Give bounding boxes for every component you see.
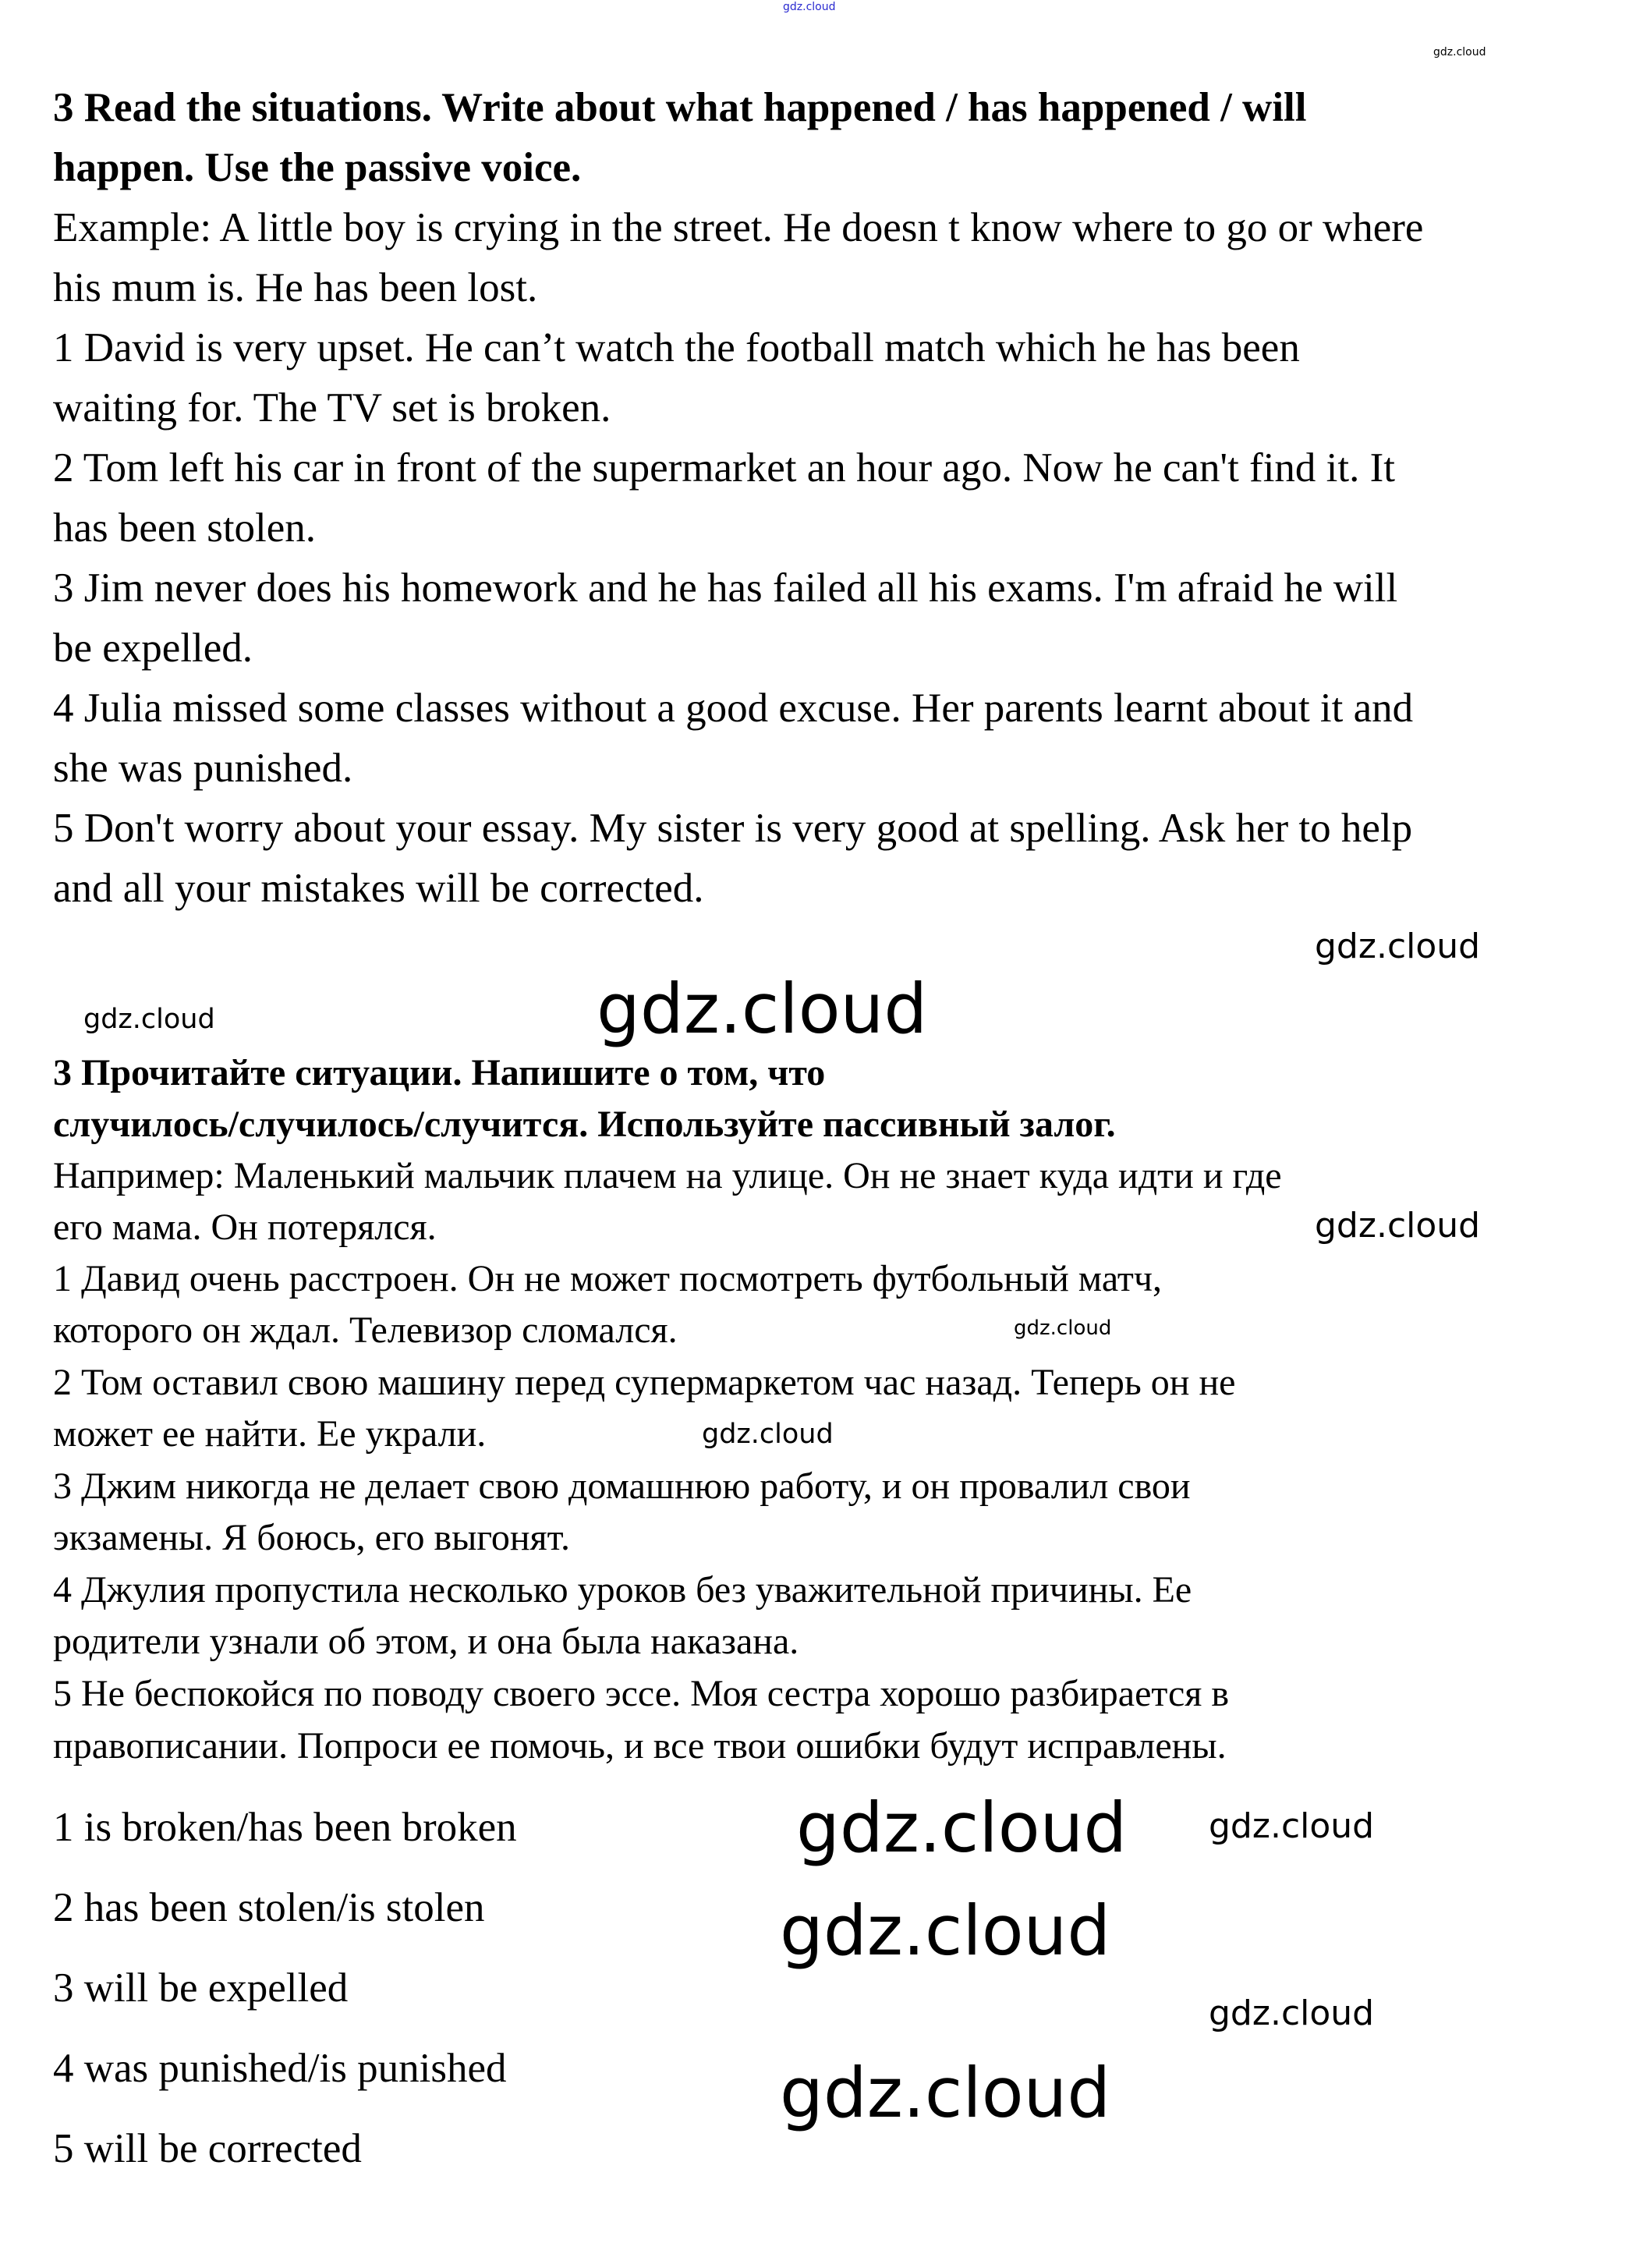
text-line: 4 Julia missed some classes without a good excuse. Her parents learnt about it and: [53, 686, 1414, 731]
text-line: Например: Маленький мальчик плачем на улице. Он не знает куда идти и где: [53, 1155, 1282, 1196]
watermark: gdz.cloud: [1209, 1806, 1375, 1846]
watermark: gdz.cloud: [783, 1, 836, 13]
watermark: gdz.cloud: [1433, 46, 1486, 58]
text-line: be expelled.: [53, 625, 253, 671]
text-line: 2 Tom left his car in front of the supermarket an hour ago. Now he can't find it. It: [53, 445, 1395, 491]
text-line: 5 Don't worry about your essay. My sister is very good at spelling. Ask her to help: [53, 806, 1413, 851]
text-line: 2 Том оставил свою машину перед супермаркетом час назад. Теперь он не: [53, 1362, 1236, 1403]
watermark: gdz.cloud: [796, 1788, 1128, 1868]
answer-line: 2 has been stolen/is stolen: [53, 1885, 485, 1930]
exercise-heading-en-line-1: 3 Read the situations. Write about what happened / has happened / will: [53, 85, 1307, 130]
text-line: she was punished.: [53, 746, 353, 791]
text-line: его мама. Он потерялся.: [53, 1207, 437, 1248]
text-line: экзамены. Я боюсь, его выгонят.: [53, 1517, 570, 1558]
text-line: правописании. Попроси ее помочь, и все твои ошибки будут исправлены.: [53, 1725, 1227, 1767]
text-line: has been stolen.: [53, 505, 317, 551]
text-line: 3 Jim never does his homework and he has failed all his exams. I'm afraid he will: [53, 565, 1398, 611]
text-line: and all your mistakes will be corrected.: [53, 866, 704, 911]
watermark: gdz.cloud: [1315, 927, 1481, 966]
exercise-heading-en-line-2: happen. Use the passive voice.: [53, 145, 582, 190]
answer-line: 1 is broken/has been broken: [53, 1805, 517, 1850]
exercise-heading-ru-line-1: 3 Прочитайте ситуации. Напишите о том, что: [53, 1052, 826, 1093]
watermark: gdz.cloud: [1209, 1993, 1375, 2033]
watermark: gdz.cloud: [780, 1891, 1111, 1971]
watermark: gdz.cloud: [597, 969, 928, 1049]
answer-line: 4 was punished/is punished: [53, 2046, 507, 2091]
watermark: gdz.cloud: [83, 1004, 215, 1035]
watermark: gdz.cloud: [702, 1419, 834, 1450]
text-line: waiting for. The TV set is broken.: [53, 385, 611, 431]
exercise-heading-ru-line-2: случилось/случилось/случится. Используйте пассивный залог.: [53, 1104, 1116, 1145]
text-line: родители узнали об этом, и она была наказана.: [53, 1621, 799, 1662]
text-line: 1 David is very upset. He can’t watch the football match which he has been: [53, 325, 1300, 370]
watermark: gdz.cloud: [780, 2053, 1111, 2133]
text-line: 5 Не беспокойся по поводу своего эссе. Моя сестра хорошо разбирается в: [53, 1673, 1230, 1714]
text-line: 1 Давид очень расстроен. Он не может посмотреть футбольный матч,: [53, 1258, 1163, 1299]
watermark: gdz.cloud: [1315, 1206, 1481, 1246]
text-line: his mum is. He has been lost.: [53, 265, 538, 310]
answer-line: 3 will be expelled: [53, 1965, 349, 2011]
text-line: которого он ждал. Телевизор сломался.: [53, 1309, 678, 1351]
text-line: Example: A little boy is crying in the street. He doesn t know where to go or where: [53, 205, 1424, 250]
text-line: может ее найти. Ее украли.: [53, 1413, 487, 1455]
text-line: 3 Джим никогда не делает свою домашнюю работу, и он провалил свои: [53, 1465, 1191, 1507]
answer-line: 5 will be corrected: [53, 2126, 362, 2171]
text-line: 4 Джулия пропустила несколько уроков без уважительной причины. Ее: [53, 1569, 1192, 1611]
watermark: gdz.cloud: [1014, 1317, 1112, 1340]
